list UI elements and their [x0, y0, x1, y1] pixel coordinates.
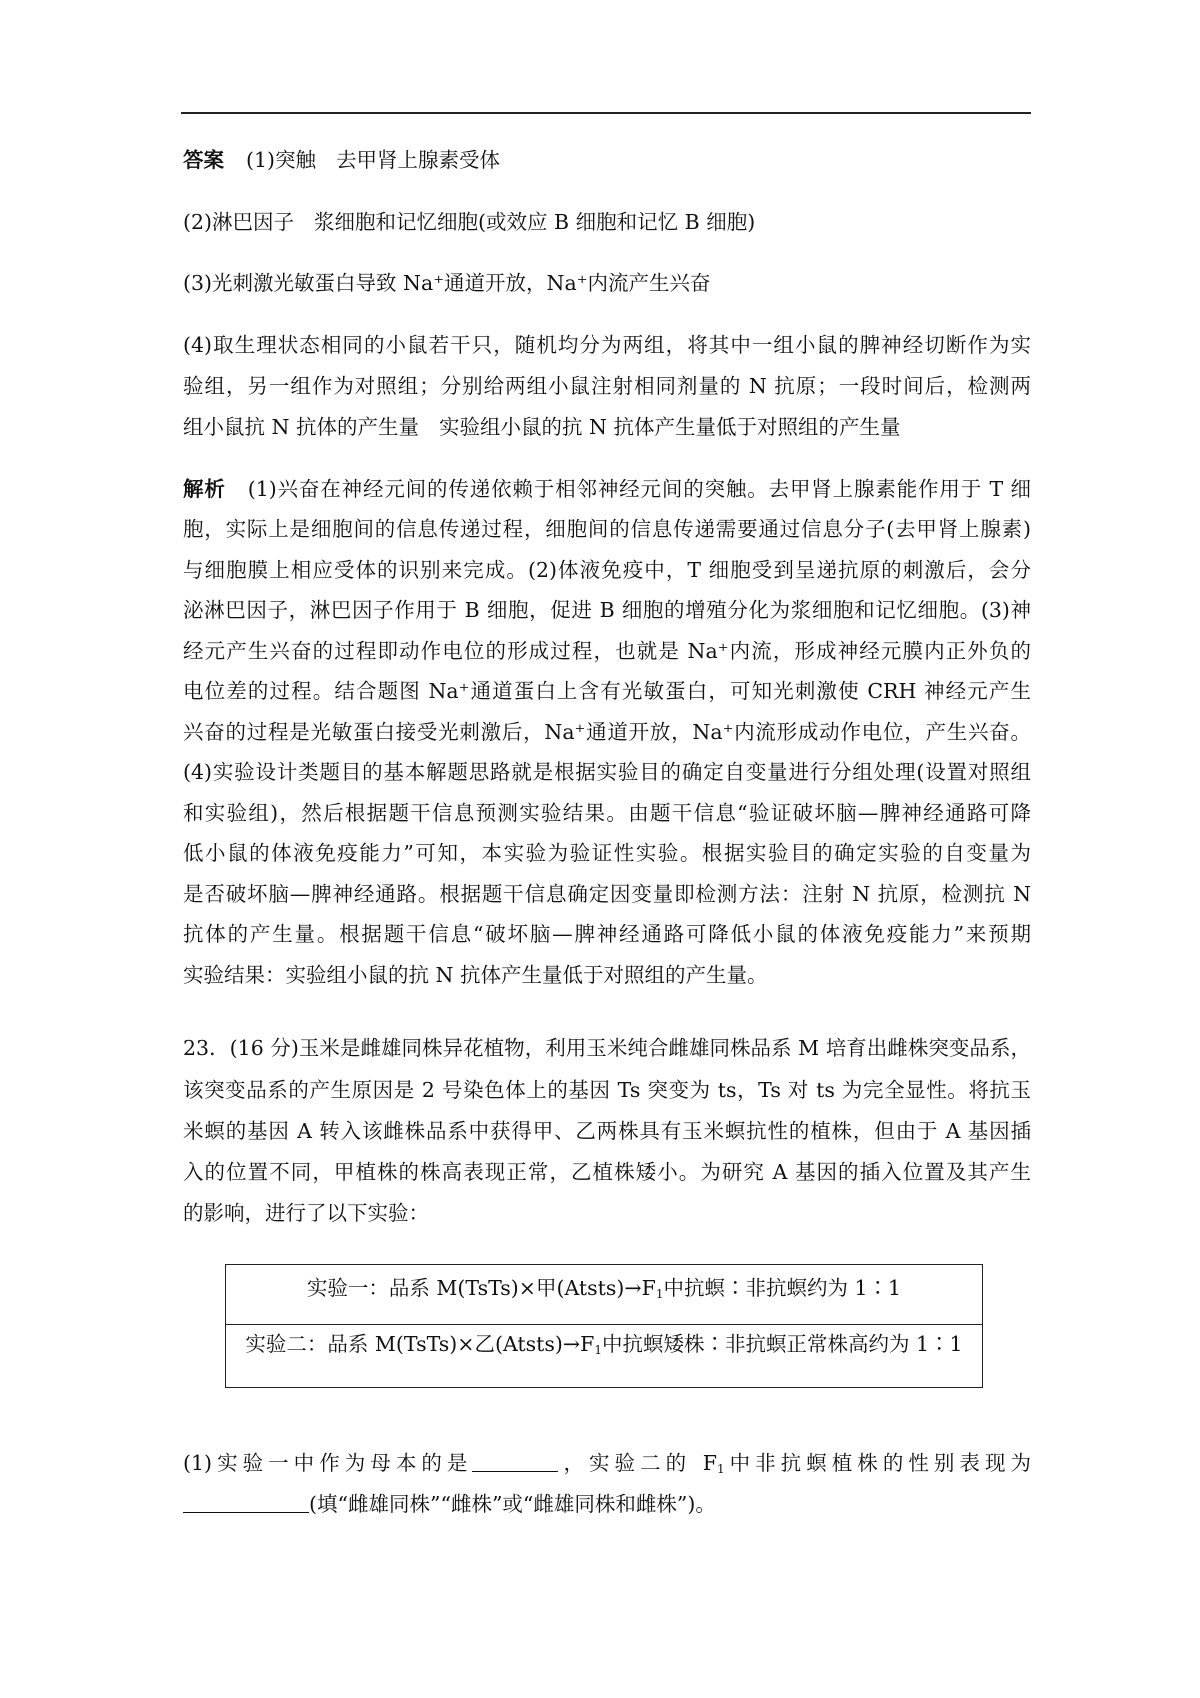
analysis-line-6: 电位差的过程。结合题图 Na⁺通道蛋白上含有光敏蛋白，可知光刺激使 CRH 神经元产生 — [183, 679, 1031, 703]
answer-blank-1[interactable] — [472, 1449, 558, 1472]
experiment-2-b: 中抗螟矮株∶非抗螟正常株高约为 1∶1 — [601, 1332, 963, 1356]
q23-line-3: 米螟的基因 A 转入该雌株品系中获得甲、乙两株具有玉米螟抗性的植株，但由于 A 基因插 — [183, 1119, 1031, 1143]
top-rule — [181, 112, 1031, 114]
experiment-1-a: 实验一：品系 M(TsTs)×甲(Atsts)→F — [306, 1276, 656, 1300]
sub1-line-1 — [183, 1448, 1031, 1478]
answer-line-1 — [183, 145, 1031, 175]
answer-q4-line-3 — [183, 412, 1031, 442]
sub1-part-b-sub: 1 — [716, 1462, 725, 1476]
experiment-table — [225, 1264, 983, 1388]
analysis-line-8: (4)实验设计类题目的基本解题思路就是根据实验目的确定自变量进行分组处理(设置对照组 — [183, 760, 1031, 784]
answer-q1-b: 去甲肾上腺素受体 — [336, 148, 501, 172]
answer-q2-b: 浆细胞和记忆细胞(或效应 B 细胞和记忆 B 细胞) — [314, 210, 756, 234]
analysis-line-5: 经元产生兴奋的过程即动作电位的形成过程，也就是 Na⁺内流，形成神经元膜内正外负的 — [183, 639, 1031, 663]
analysis-line-7: 兴奋的过程是光敏蛋白接受光刺激后，Na⁺通道开放，Na⁺内流形成动作电位，产生兴奋。 — [183, 720, 1031, 744]
q23-line-4: 入的位置不同，甲植株的株高表现正常，乙植株矮小。为研究 A 基因的插入位置及其产生 — [183, 1160, 1031, 1184]
analysis-line-11: 是否破坏脑—脾神经通路。根据题干信息确定因变量即检测方法：注射 N 抗原，检测抗 N — [183, 882, 1031, 906]
answer-blank-2[interactable] — [183, 1490, 309, 1513]
answer-q4-line-1: (4)取生理状态相同的小鼠若干只，随机均分为两组，将其中一组小鼠的脾神经切断作为实 — [183, 333, 1031, 357]
answer-q4-line-2: 验组，另一组作为对照组；分别给两组小鼠注射相同剂量的 N 抗原；一段时间后，检测两 — [183, 374, 1031, 398]
experiment-1-row — [226, 1273, 982, 1303]
experiment-2-row — [226, 1329, 982, 1359]
sub1-line-2 — [183, 1489, 1031, 1519]
experiment-1-b: 中抗螟∶非抗螟约为 1∶1 — [663, 1276, 902, 1300]
answer-q4-last-b: 实验组小鼠的抗 N 抗体产生量低于对照组的产生量 — [438, 415, 901, 439]
answer-q2-a: (2)淋巴因子 — [183, 210, 295, 234]
experiment-2-sub: 1 — [594, 1343, 602, 1357]
q23-line-2: 该突变品系的产生原因是 2 号染色体上的基因 Ts 突变为 ts，Ts 对 ts 为完全显性。将抗玉 — [183, 1078, 1031, 1102]
analysis-first-line: (1)兴奋在神经元间的传递依赖于相邻神经元间的突触。去甲肾上腺素能作用于 T 细 — [247, 477, 1031, 501]
experiment-divider — [226, 1324, 982, 1325]
q23-line-1: 23．(16 分)玉米是雌雄同株异花植物，利用玉米纯合雌雄同株品系 M 培育出雌株突变品系， — [183, 1036, 1031, 1060]
analysis-line-10: 低小鼠的体液免疫能力”可知，本实验为验证性实验。根据实验目的确定实验的自变量为 — [183, 841, 1031, 865]
answer-line-2 — [183, 207, 1031, 237]
analysis-line-4: 泌淋巴因子，淋巴因子作用于 B 细胞，促进 B 细胞的增殖分化为浆细胞和记忆细胞。(3)神 — [183, 598, 1031, 622]
answer-line-3 — [183, 268, 1031, 298]
sub1-part-a: (1)实验一中作为母本的是 — [183, 1451, 473, 1475]
analysis-line-9: 和实验组)，然后根据题干信息预测实验结果。由题干信息“验证破坏脑—脾神经通路可降 — [183, 801, 1031, 825]
answer-q1-a: (1)突触 — [246, 148, 317, 172]
sub1-line-2-text: (填“雌雄同株”“雌株”或“雌雄同株和雌株”)。 — [309, 1492, 716, 1516]
analysis-line-13: 实验结果：实验组小鼠的抗 N 抗体产生量低于对照组的产生量。 — [183, 963, 768, 987]
sub1-part-c: 中非抗螟植株的性别表现为 — [724, 1451, 1032, 1475]
sub1-part-b: ，实验二的 F — [558, 1451, 717, 1475]
analysis-label: 解析 — [183, 477, 226, 501]
answer-label: 答案 — [183, 148, 224, 172]
experiment-1-sub: 1 — [655, 1287, 664, 1301]
answer-q3: (3)光刺激光敏蛋白导致 Na⁺通道开放，Na⁺内流产生兴奋 — [183, 271, 711, 295]
analysis-line-12: 抗体的产生量。根据题干信息“破坏脑—脾神经通路可降低小鼠的体液免疫能力”来预期 — [183, 922, 1031, 946]
analysis-line-3: 与细胞膜上相应受体的识别来完成。(2)体液免疫中，T 细胞受到呈递抗原的刺激后，会分 — [183, 558, 1031, 582]
answer-q4-last-a: 组小鼠抗 N 抗体的产生量 — [183, 415, 419, 439]
experiment-2-a: 实验二：品系 M(TsTs)×乙(Atsts)→F — [245, 1332, 595, 1356]
analysis-line-1 — [183, 474, 1031, 504]
q23-line-5: 的影响，进行了以下实验： — [183, 1201, 429, 1225]
analysis-line-2: 胞，实际上是细胞间的信息传递过程，细胞间的信息传递需要通过信息分子(去甲肾上腺素) — [183, 517, 1031, 541]
